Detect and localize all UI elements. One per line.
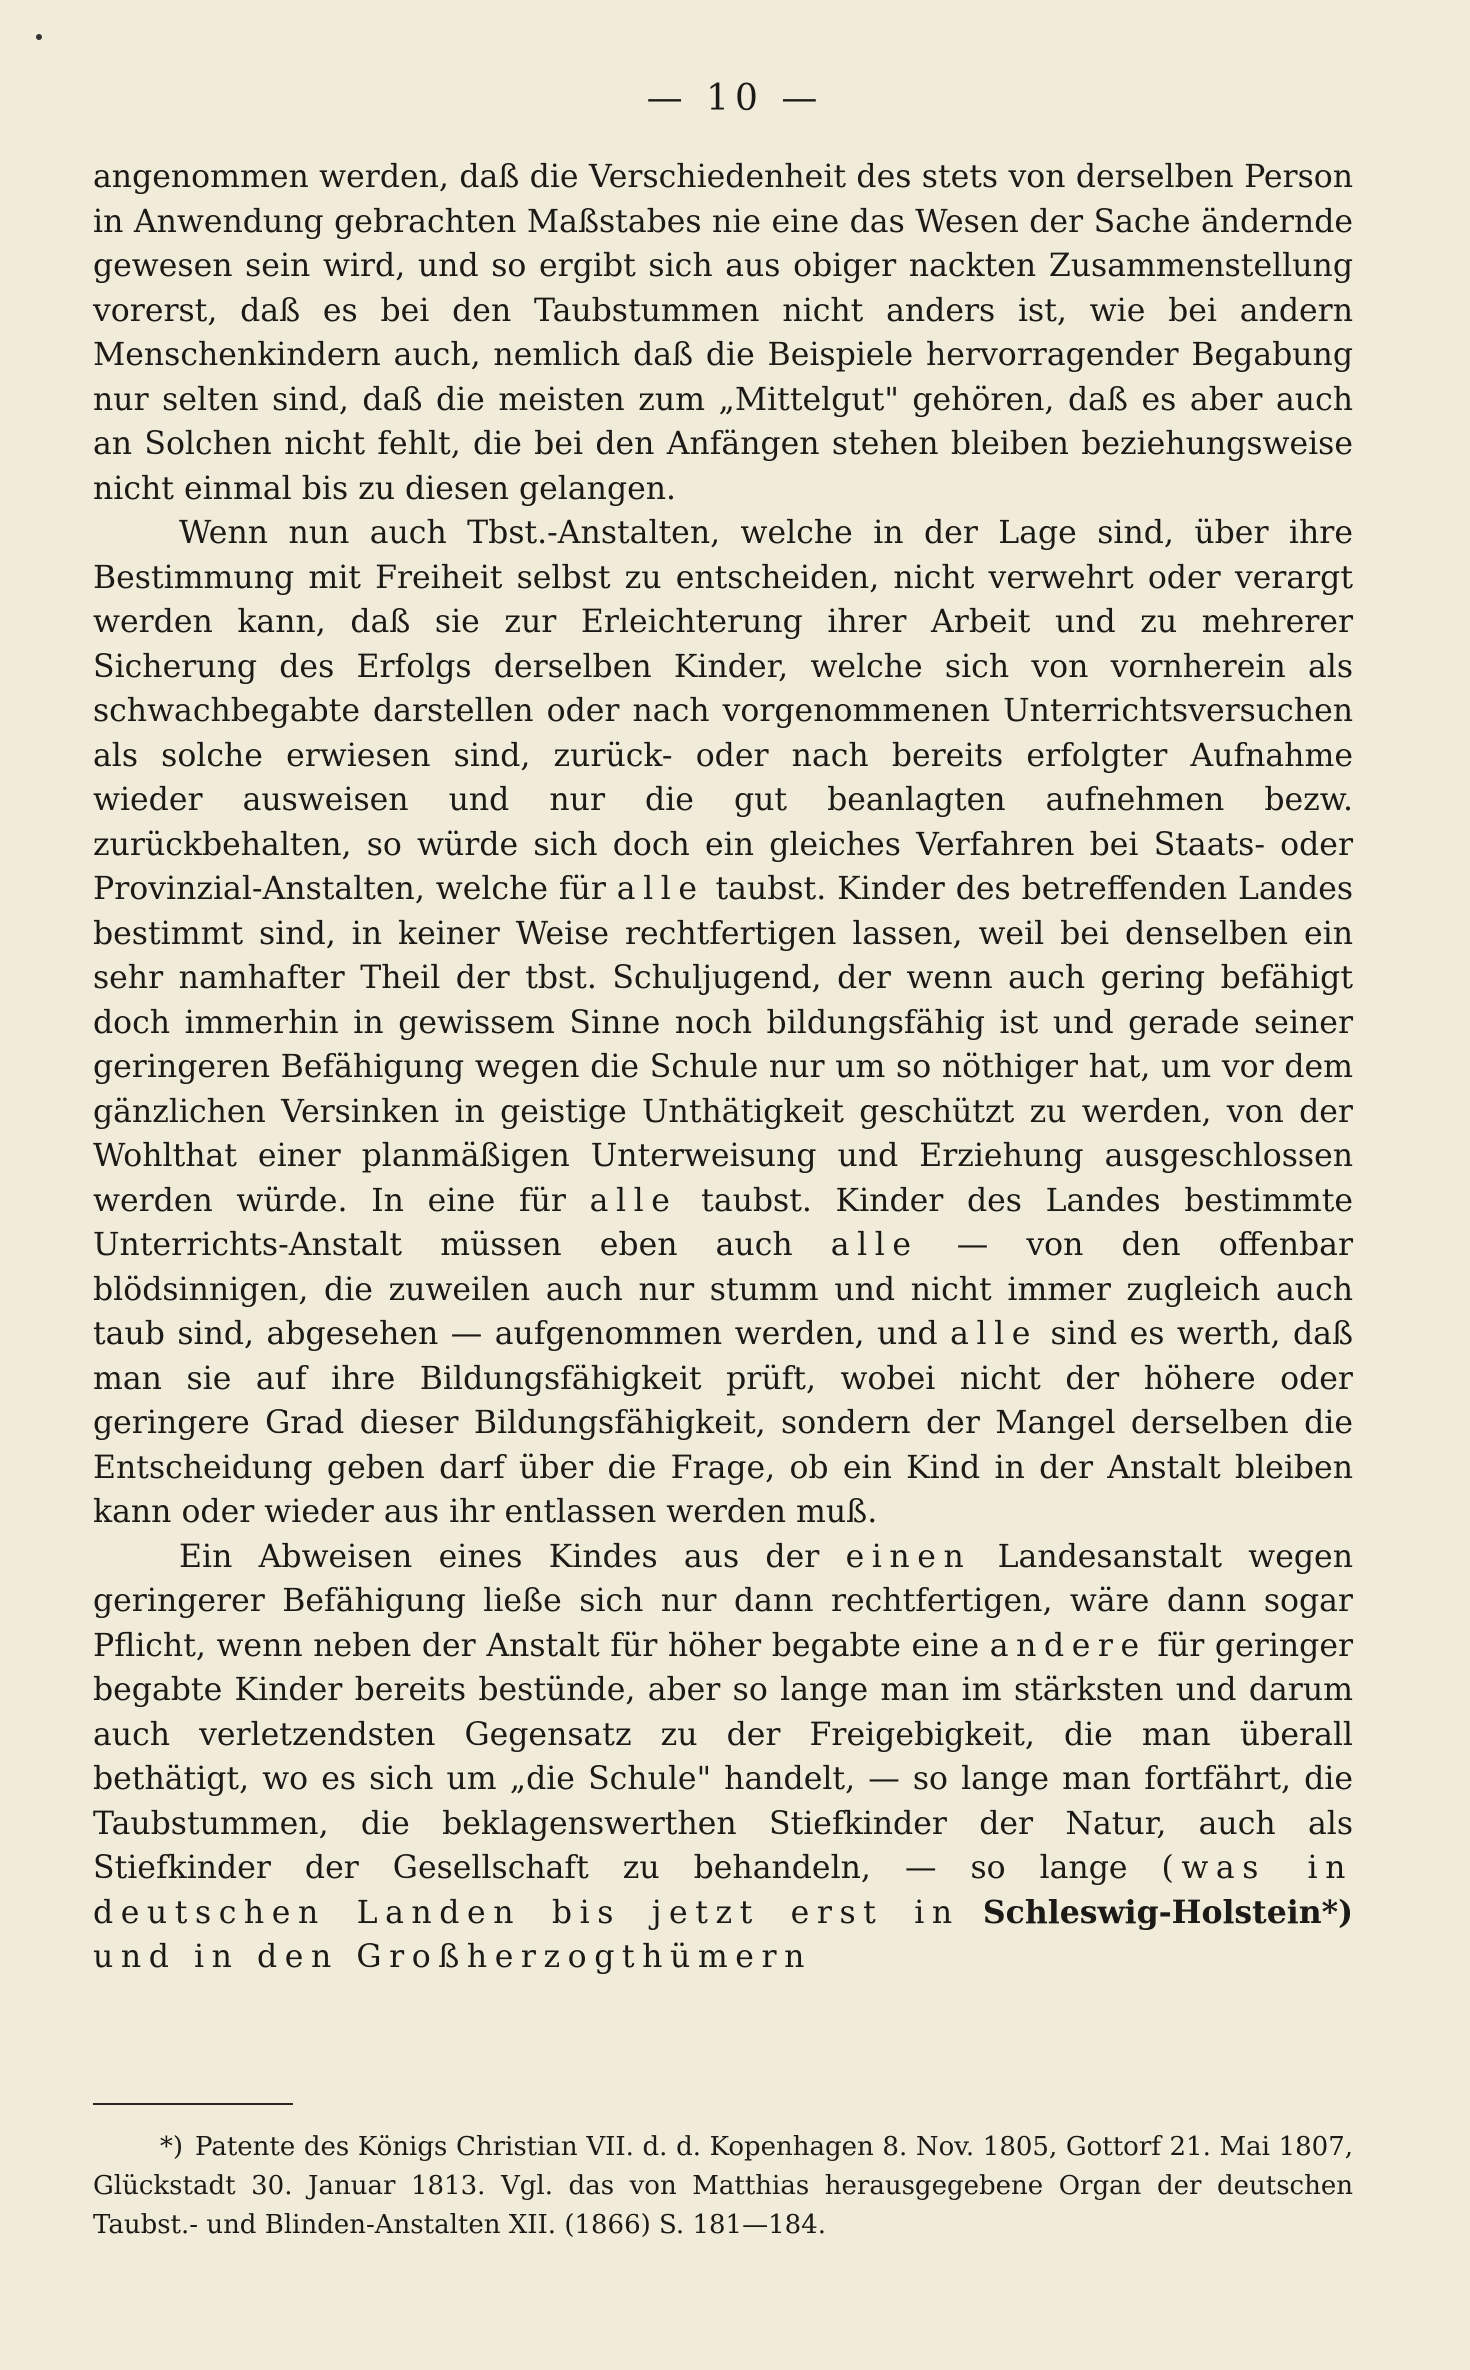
p3-emphasis-grossherzogthuemer: und in den Großherzogthümern (93, 1939, 812, 1975)
p3-emphasis-andere: andere (989, 1627, 1147, 1664)
main-text (93, 155, 1353, 1980)
p2-text-b: taubst. Kinder des betreffenden Landes bestimmt sind, in keiner Weise rechtfertigen lassen, weil bei denselben ein sehr namhafter Theil der tbst. Schuljugend, der wenn auch gering befähigt doch immerhin in gewissem Sinne noch bildungsfähig ist und gerade seiner geringeren Befähigung wegen die Schule nur um so nöthiger hat, um vor dem gänzlichen Versinken in geistige Unthätigkeit geschützt zu werden, von der Wohlthat einer planmäßigen Unterweisung und Erziehung ausgeschlossen werden würde. In eine für (93, 871, 1354, 1219)
ink-speck (36, 34, 42, 40)
p3-text-c: für geringer begabte Kinder bereits bestünde, aber so lange man im stärksten und darum auch verletzendsten Gegensatz zu der Freigebigkeit, die man überall bethätigt, wo es sich um „die Schule" handelt, — so lange man fortfährt, die Taubstummen, die beklagenswerthen Stiefkinder der Natur, auch als Stiefkinder der Gesellschaft zu behandeln, — so lange (93, 1627, 1354, 1886)
paragraph-2 (93, 511, 1353, 1535)
footnote-mark: *) (159, 2132, 183, 2162)
footnote (93, 2128, 1353, 2245)
p2-emphasis-alle-3: alle (830, 1227, 919, 1263)
p3-text-b: Landesanstalt wegen geringerer Befähigung ließe sich nur dann rechtfertigen, wäre dann sogar Pflicht, wenn neben der Anstalt für höher begabte eine (93, 1538, 1353, 1664)
page-number: — 10 — (646, 78, 824, 119)
p3-emphasis-parenthetical: (was in deutschen Landen bis jetzt erst in (93, 1850, 1353, 1931)
p2-text-d: — von den offenbar blödsinnigen, die zuweilen auch nur stumm und nicht immer zugleich auch taub sind, abgesehen — aufgenommen werden, und (93, 1227, 1354, 1352)
p3-emphasis-einen: einen (845, 1538, 972, 1575)
paragraph-1: angenommen werden, daß die Verschiedenheit des stets von derselben Person in Anwendung gebrachten Maßstabes nie eine das Wesen der Sache ändernde gewesen sein wird, und so ergibt sich aus obiger nackten Zusammenstellung vorerst, daß es bei den Taubstummen nicht anders ist, wie bei andern Menschenkindern auch, nemlich daß die Beispiele hervorragender Begabung nur selten sind, daß die meisten zum „Mittelgut" gehören, daß es aber auch an Solchen nicht fehlt, die bei den Anfängen stehen bleiben beziehungsweise nicht einmal bis zu diesen gelangen. (93, 159, 1353, 507)
p3-bold-schleswig-holstein: Schleswig-Holstein*) (982, 1893, 1353, 1931)
paragraph-3 (93, 1535, 1353, 1980)
p2-emphasis-alle-2: alle (589, 1182, 678, 1219)
p3-text-a: Ein Abweisen eines Kindes aus der (179, 1538, 820, 1575)
p2-emphasis-alle-4: alle (950, 1316, 1038, 1352)
footnote-rule (93, 2103, 293, 2105)
p2-text-c: taubst. Kinder des Landes bestimmte Unterrichts-Anstalt müssen eben auch (93, 1182, 1354, 1263)
footnote-text: Patente des Königs Christian VII. d. d. Kopenhagen 8. Nov. 1805, Gottorf 21. Mai 1807, Glückstadt 30. Januar 1813. Vgl. das von Matthias herausgegebene Organ der deutschen Taubst.- und Blinden-Anstalten XII. (1866) S. 181—184. (93, 2132, 1353, 2240)
p2-text-a: Wenn nun auch Tbst.-Anstalten, welche in der Lage sind, über ihre Bestimmung mit Freiheit selbst zu entscheiden, nicht verwehrt oder verargt werden kann, daß sie zur Erleichterung ihrer Arbeit und zu mehrerer Sicherung des Erfolgs derselben Kinder, welche sich von vornherein als schwachbegabte darstellen oder nach vorgenommenen Unterrichtsversuchen als solche erwiesen sind, zurück- oder nach bereits erfolgter Aufnahme wieder ausweisen und nur die gut beanlagten aufnehmen bezw. zurückbehalten, so würde sich doch ein gleiches Verfahren bei Staats- oder Provinzial-Anstalten, welche für (93, 515, 1353, 907)
p2-text-f: sind es werth, daß man sie auf ihre Bildungsfähigkeit prüft, wobei nicht der höhere oder geringere Grad dieser Bildungsfähigkeit, sondern der Mangel derselben die Entscheidung geben darf über die Frage, ob ein Kind in der Anstalt bleiben kann oder wieder aus ihr entlassen werden muß. (93, 1316, 1354, 1530)
p2-emphasis-alle-1: alle (616, 871, 705, 907)
